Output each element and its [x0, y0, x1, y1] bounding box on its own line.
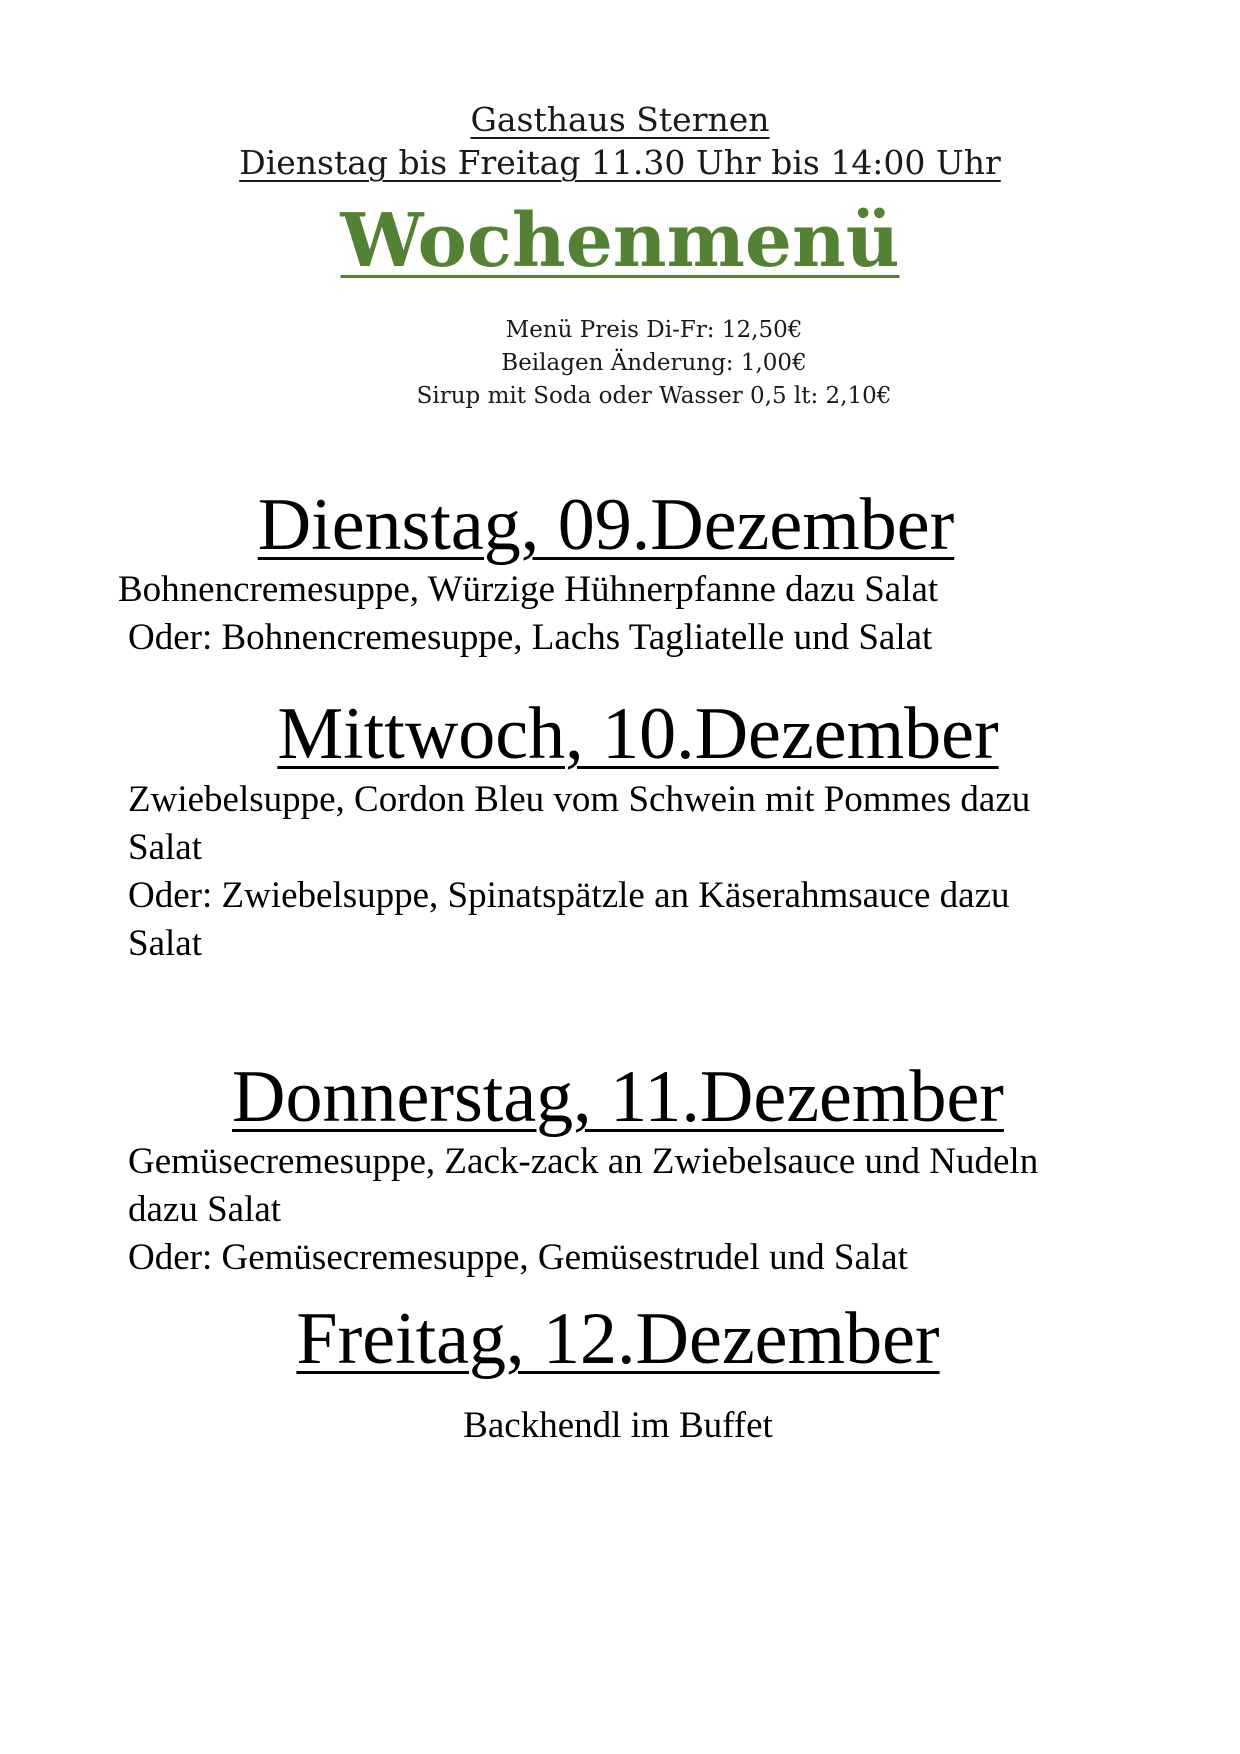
dish-line: Bohnencremesuppe, Würzige Hühnerpfanne dazu Salat [118, 569, 939, 610]
dish-line: Zwiebelsuppe, Cordon Bleu vom Schwein mit Pommes dazu [128, 779, 1031, 820]
price-menu: Menü Preis Di-Fr: 12,50€ [505, 317, 803, 343]
dish-line: Salat [128, 923, 202, 964]
price-list [34, 314, 1240, 413]
day-heading-friday: Freitag, 12.Dezember [296, 1298, 940, 1380]
dish-line: Gemüsecremesuppe, Zack-zack an Zwiebelsauce und Nudeln [128, 1141, 1039, 1182]
dish-line: Salat [128, 827, 202, 868]
dish-line: Oder: Gemüsecremesuppe, Gemüsestrudel und Salat [128, 1237, 908, 1278]
restaurant-name: Gasthaus Sternen [470, 100, 770, 139]
day-heading-wednesday: Mittwoch, 10.Dezember [277, 693, 999, 775]
price-syrup: Sirup mit Soda oder Wasser 0,5 lt: 2,10€ [416, 383, 892, 409]
day-heading-tuesday: Dienstag, 09.Dezember [257, 484, 955, 566]
dish-line: Oder: Zwiebelsuppe, Spinatspätzle an Käserahmsauce dazu [128, 875, 1010, 916]
dish-line: Backhendl im Buffet [463, 1405, 773, 1446]
dish-line: dazu Salat [128, 1189, 282, 1230]
price-side-change: Beilagen Änderung: 1,00€ [501, 350, 807, 376]
page-title: Wochenmenü [340, 198, 900, 284]
opening-hours: Dienstag bis Freitag 11.30 Uhr bis 14:00 Uhr [239, 143, 1001, 182]
dish-line: Oder: Bohnencremesuppe, Lachs Tagliatelle und Salat [128, 617, 933, 658]
day-heading-thursday: Donnerstag, 11.Dezember [232, 1056, 1004, 1138]
